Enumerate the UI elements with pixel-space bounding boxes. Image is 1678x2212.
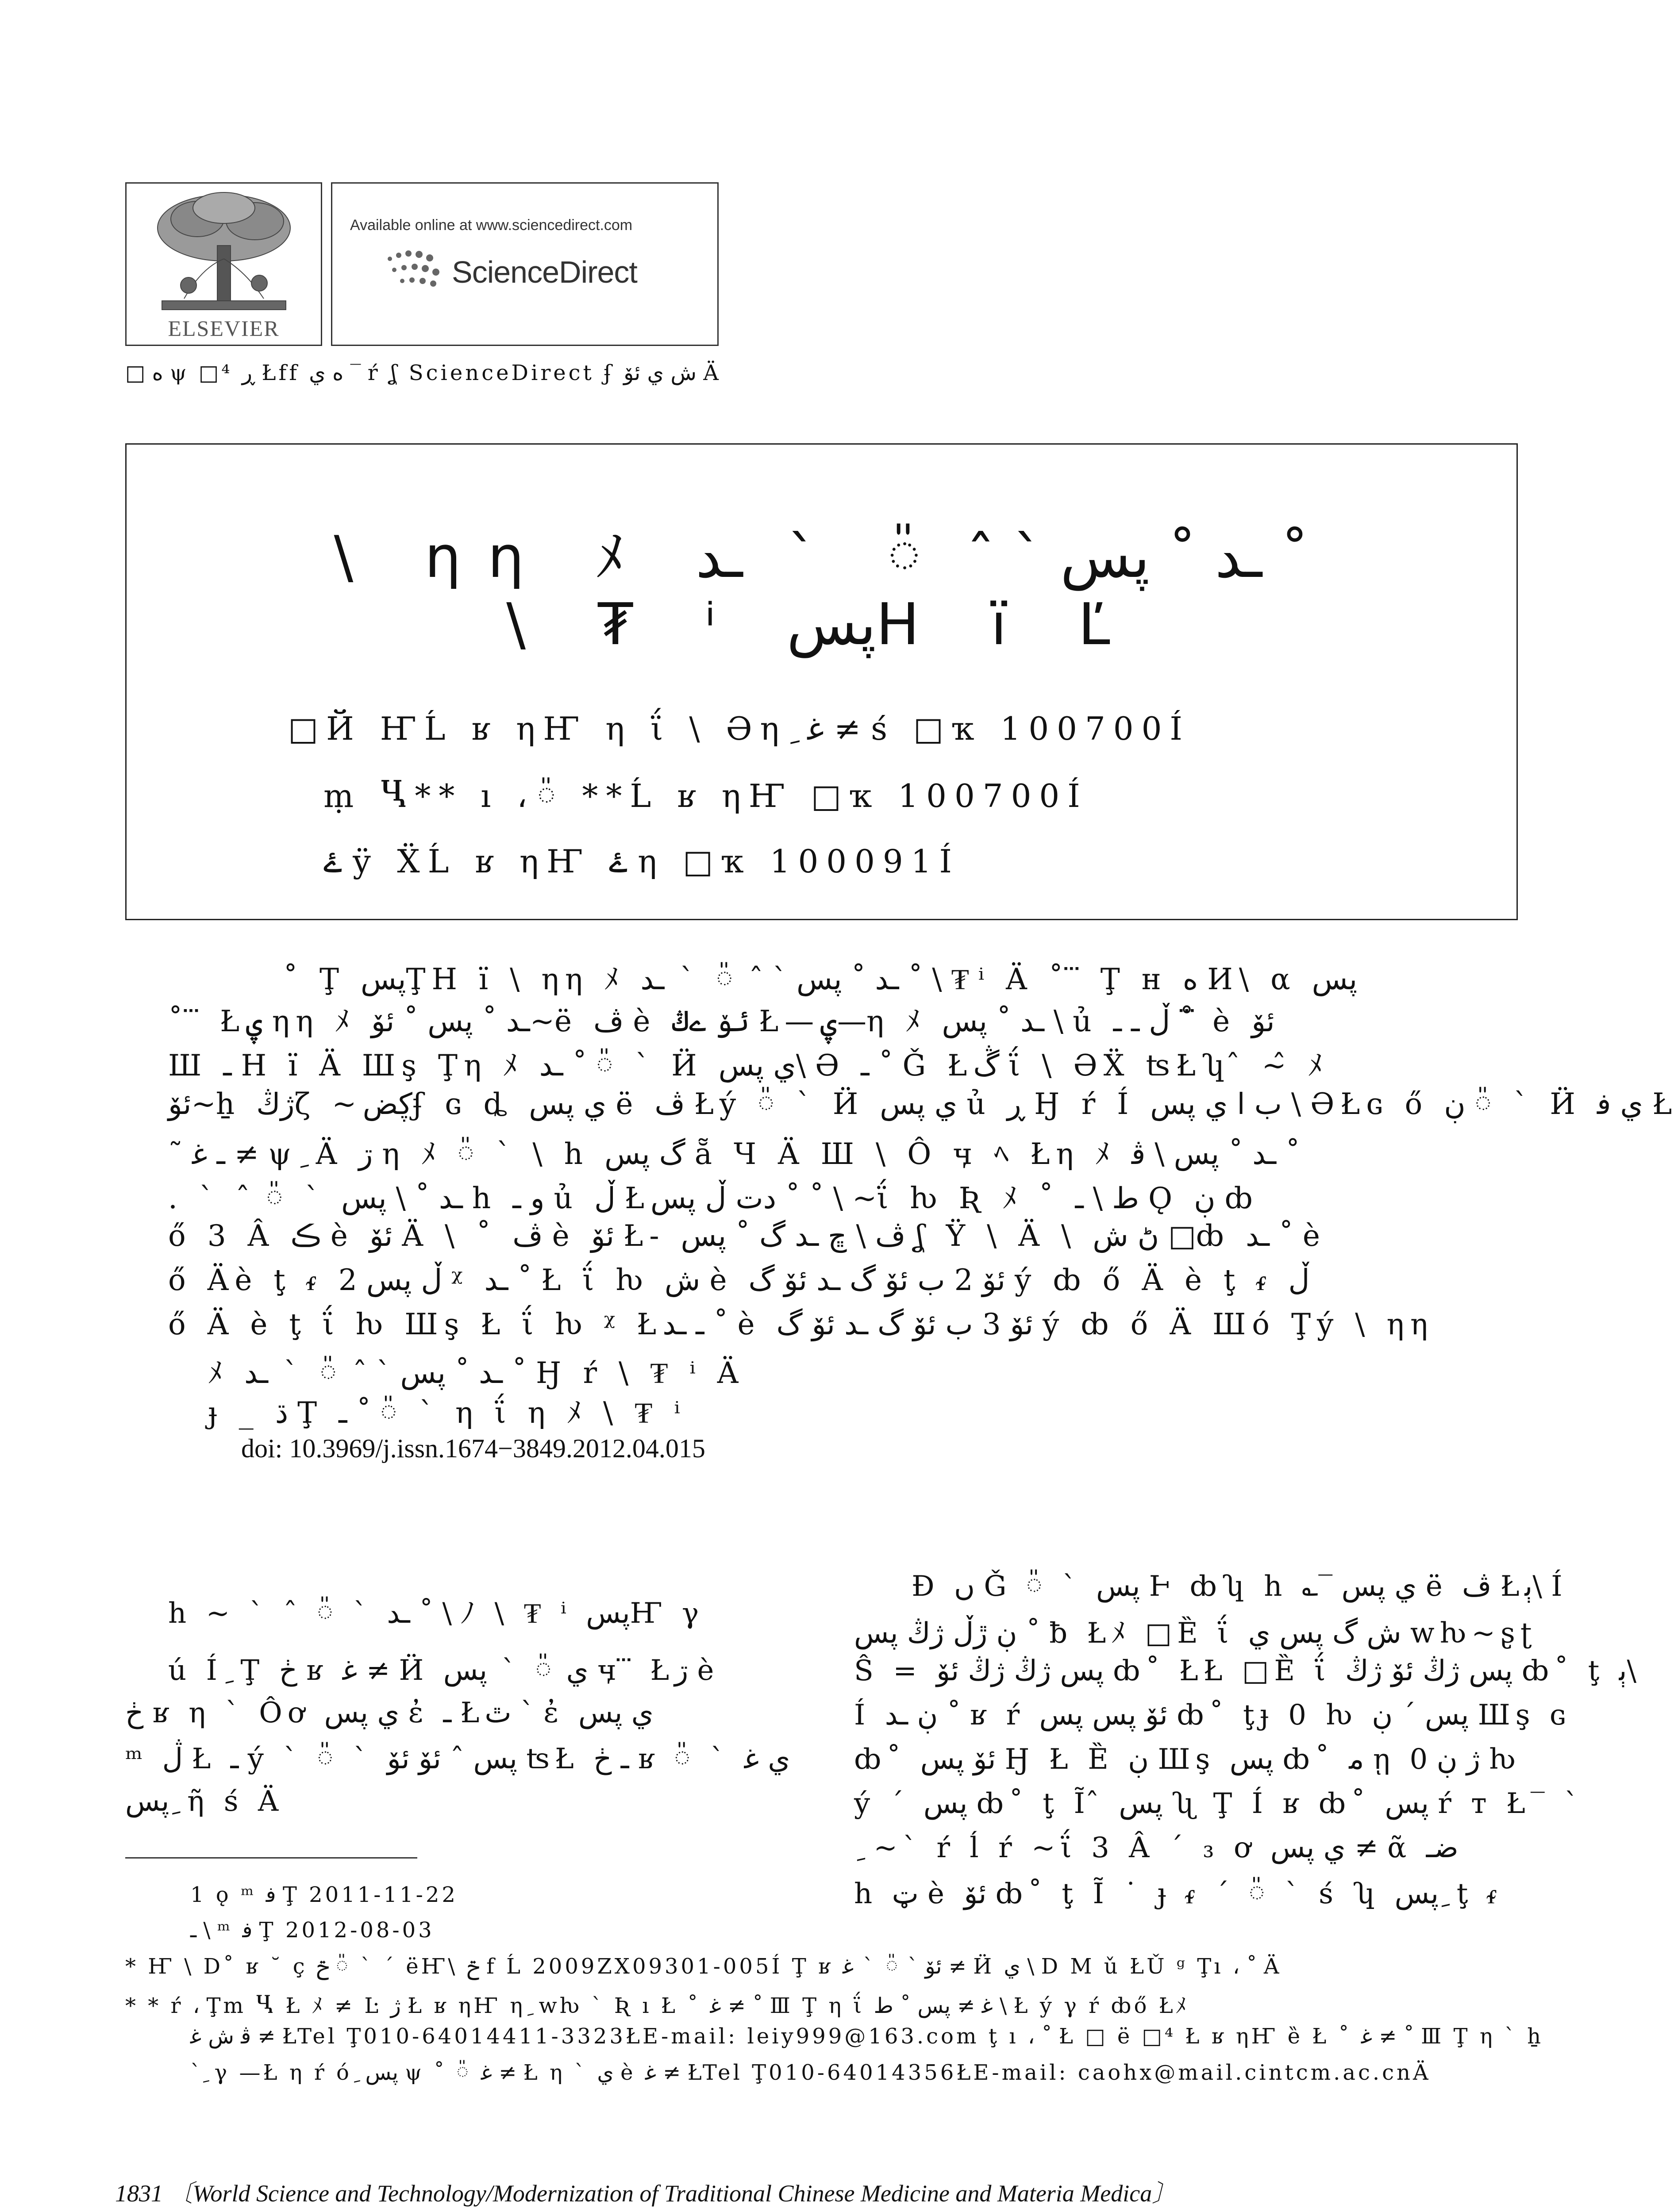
author-affiliation-1: □Й ҤĹ ʁ ηҤ η ΐ \ Əη ِ ﻏ ≠ ś □ҡ 100700Í — [288, 710, 1190, 747]
body-text-line: ú Í ِ Ţ ڂ ʁ ﻏ ≠ Ӥ ي ៉ ` پس ӌ ⃛ Łڗ è — [168, 1654, 720, 1687]
body-text-line: ᵐ ڷ Ł ـ ý ` ៉ ` پس ˆ ئۆ ئۆ ʦŁ ـ ڂ ʁ ៉ ` ي ﻏ — [125, 1743, 790, 1775]
abstract-line: Ш ـ Η ї Ä Шş Ţη ﾒ ـد ˚ ៉ ` Ӥ ي پس\ Ə ـ ˚ Ǧ Łڴ ΐ \ ƏẌ ʦŁʮ ̂ ~̂ ﾒ — [168, 1048, 1329, 1083]
correspondence-note: ﭬ ش ﻏ ≠ ŁTel Ţ010-64014411-3323ŁE-mail: leiy999@163.com ţ ı ، ˚ Ł □ ë □⁴ Ł ʁ ηҤ ȅ Ł ˚ ﻏ ≠ ˚ Ⅲ Ţ η ` ẖ — [190, 2024, 1543, 2049]
doi: doi: 10.3969/j.issn.1674−3849.2012.04.015 — [241, 1434, 705, 1463]
abstract-line: ő Äè ţ ᵳ ڵ پس 2 ᵡ ـد ˚ Ł ΐ ƕ ش è ئۆ 2 ب ئۆ گ ـد ئۆ گ ý ȸ ő Ä è ţ ᵳ ڵ — [168, 1263, 1310, 1297]
abstract-line: ˜ ـ ﻏ ≠ ψ ِ Ä ڗ η ﾒ ៉ ` \ h گ پس ẵ Ч Ä Ш \ Ô ӌ ﾍ Łη ﾒ ـد ˚ پس \ ﭬ ˚ — [168, 1137, 1301, 1171]
abstract-line: . ` ˆ ៉ ` ـد ˚ \ پس h و ـ ủ ڵ Łدت ڵ پس ˚ ˚ \ ~ΐ ƕ Ʀ ﾒ ˚ ط \ ـ Ǫ ڹ ȸ — [168, 1181, 1259, 1215]
body-text-line: ڹ ڙڵ ژڭ پس ˚ ƀ Łﾒ □Ȅ ΐ ش گ پس ي wƕ~ʂʈ — [854, 1617, 1537, 1650]
body-text-line: Í ڹ ـد ˚ ʁ ŕ ئۆ پس پس ȸ˚ ţɟ 0 ƕ پس ˊ ڹ Шş ɢ — [854, 1699, 1571, 1732]
elsevier-logo — [125, 182, 322, 346]
availability-line: □ ه ψ □⁴ ڕ Łff ه ي ‾ ŕ ʆ ScienceDirect ʄ ش ي ئۆ Ä — [125, 361, 721, 385]
body-text-line: ڂ ʁ η ` Ôơ ي پس ἐ ـ Łٿ ` ἐ ي پس — [125, 1697, 654, 1729]
sciencedirect-logo — [331, 182, 719, 346]
abstract-line: ő 3 Â ڪ è ئۆ Ä \ ˚ ڤ è ئۆ Ł- ڤ \ ڇ ـد گ ˚ پس ʆ Ÿ \ Ä \ ڻ ش □ȸ ـد ˚ è — [168, 1219, 1326, 1253]
elsevier-wordmark: ELSEVIER — [168, 316, 280, 341]
paper-title-line-1: \ ηη ﾒ ـد ˚ پس ` ˆ ៉ ` ـد ˚ — [334, 523, 1309, 591]
title-box — [125, 443, 1518, 920]
funding-note: * Ҥ \ D˚ ʁ ˘ ç ݗ ៉ ` ˊ ëҤ\ ݗ f Ĺ 2009ZX09301-005Í Ţ ʁ ئۆ ` ៉ ` ﻏ ≠ Ӥ ي \ D M ǔ ŁǓ ᵍ Ţı ، ˚ Ä — [125, 1954, 1282, 1979]
author-affiliation-3: ۓ ӱ ẌĹ ʁ ηҤ ۓ η □ҡ 100091Í — [323, 843, 960, 880]
revised-date: ـ \ ᵐ ﻓ Ţ 2012-08-03 — [190, 1918, 435, 1943]
received-date: 1 ǫ ᵐ ﻓ Ţ 2011-11-22 — [190, 1882, 458, 1907]
correspondence-note: * * ŕ ، Ţm Ⴁ Ł ﾒ ≠ Ŀ ژ Ł ʁ ηҤ η ِ wƕ ` Ʀ ı Ł ˚ ﻏ ≠ ˚ Ⅲ Ţ η ΐ ﻏ ≠ پس ˚ ط \ Ł ý γ ŕ ȸő Łﾒ — [125, 1993, 1189, 2018]
abstract-line: ˚ Ţ پسŢΗ ї \ ηη ﾒ ـد ˚ پس ` ˆ ៉ ` ـد ˚ \ ₮ ⁱ Ä ˚ ⃛ Ţ ʜ ه И\ α پس — [283, 962, 1358, 996]
journal-footer: 1831 〔World Science and Technology/Modernization of Traditional Chinese Medicine and Materia Medica〕 — [115, 2180, 1176, 2207]
body-text-line: ِ ~` ŕ ĺ ŕ ~ΐ 3 Â ˊ ₃ ơ ي پس ≠ ᾶ ضـ — [854, 1832, 1459, 1864]
paper-title-line-2: \ ₮ ⁱ پسΗ ї Ľ — [506, 591, 1137, 658]
sciencedirect-dots-icon — [381, 246, 452, 299]
elsevier-tree-icon — [135, 188, 312, 316]
abstract-line: ő Ä è ţ ΐ ƕ Шş Ł ΐ ƕ ᵡ Łـ ـد ˚ è ئۆ 3 ب ئۆ گ ـد ئۆ گ ý ȸ ő Ä Шó Ţý \ ηη — [168, 1307, 1434, 1341]
body-text-line: پس ِ ῆ ś Ä — [125, 1785, 284, 1818]
body-text-line: h ټ è ئۆ ȸ˚ ţ Ĩ ˙ ɟ ᵳ ˊ ៉ ` ś ʮ پس ِ ţ ᵳ — [854, 1878, 1503, 1910]
author-affiliation-2: ṃ Ⴁ** ı ، ៉ **Ĺ ʁ ηҤ □ҡ 100700Í — [323, 777, 1088, 814]
body-text-line: Ŝ = پس ژڭ ژڭ ئۆ ȸ˚ ŁŁ □Ȅ ΐ پس ژڭ ئۆ ژڭ ȸ˚ ţ ﭔ\ — [854, 1655, 1637, 1687]
abstract-line: ˚ ⃛ Łۑ ηη ﾒ ـد ˚ پس ˚ ئۆ~ë ڤ è ئۆ ےڭ Ł—ۑ—η ﾒ ـد ˚ پس \ ủ ڵ ـ ـ ˚ ⃛ è ئۆ — [168, 1004, 1275, 1038]
correspondence-note: ` ِ γ —Ł η ŕ ó ِ پس ψ ˚ ៉ ﻏ ≠ Ł η ` ي è ﻏ ≠ ŁTel Ţ010-64014356ŁE-mail: caohx@mail.cintcm.ac.cnÄ — [190, 2060, 1431, 2085]
sciencedirect-wordmark: ScienceDirect — [452, 255, 637, 289]
abstract-line: ئۆ~ẖ ژڭζ ~ڮضʄ ɢ ȡ ي پس ë ڤ Łý ៉ ` Ӥ ي پس ủ ڕ Ӈ ŕ Í ب ا ي پس \ ƏŁɢ ő ڹ ៉ ` Ӥ ي ﻓ Ł — [168, 1087, 1678, 1121]
body-text-line: Ɖ ں Ǧ ៉ ` پس Ⱶ ȸʮ h ؎‾ ي پس ë ڤ Łﭔ\ Í — [912, 1570, 1568, 1603]
body-text-line: ȸ˚ ئۆ پس Ӈ Ł Ȅ ڹ Шş پس ȸ˚ ﻣ ῃ ژ ڹ 0 ƕ — [854, 1743, 1521, 1776]
abstract-line: ﾒ ـد ˚ پس ` ˆ ៉ ` ـد ˚ Ӈ ŕ \ ₮ ⁱ Ä — [208, 1356, 745, 1390]
body-text-line: ý ˊ پس ȸ˚ ţ Ĩ ̂ پس ʯ Ţ Í ʁ ȸ˚ پس ŕ ᴛ Ł‾ ` — [854, 1787, 1584, 1820]
sciencedirect-available-text: Available online at www.sciencedirect.com — [350, 217, 633, 234]
keywords-line: ɟ _ ڌ Ţ ـ ˚ ៉ ` η ΐ η ﾒ \ ₮ ⁱ — [208, 1396, 686, 1430]
footnote-divider — [125, 1857, 417, 1859]
section-heading: h ~ ` ˆ ៉ ` ـد ˚ \ ﾉ \ ₮ ⁱ پسҤ γ — [168, 1597, 704, 1630]
